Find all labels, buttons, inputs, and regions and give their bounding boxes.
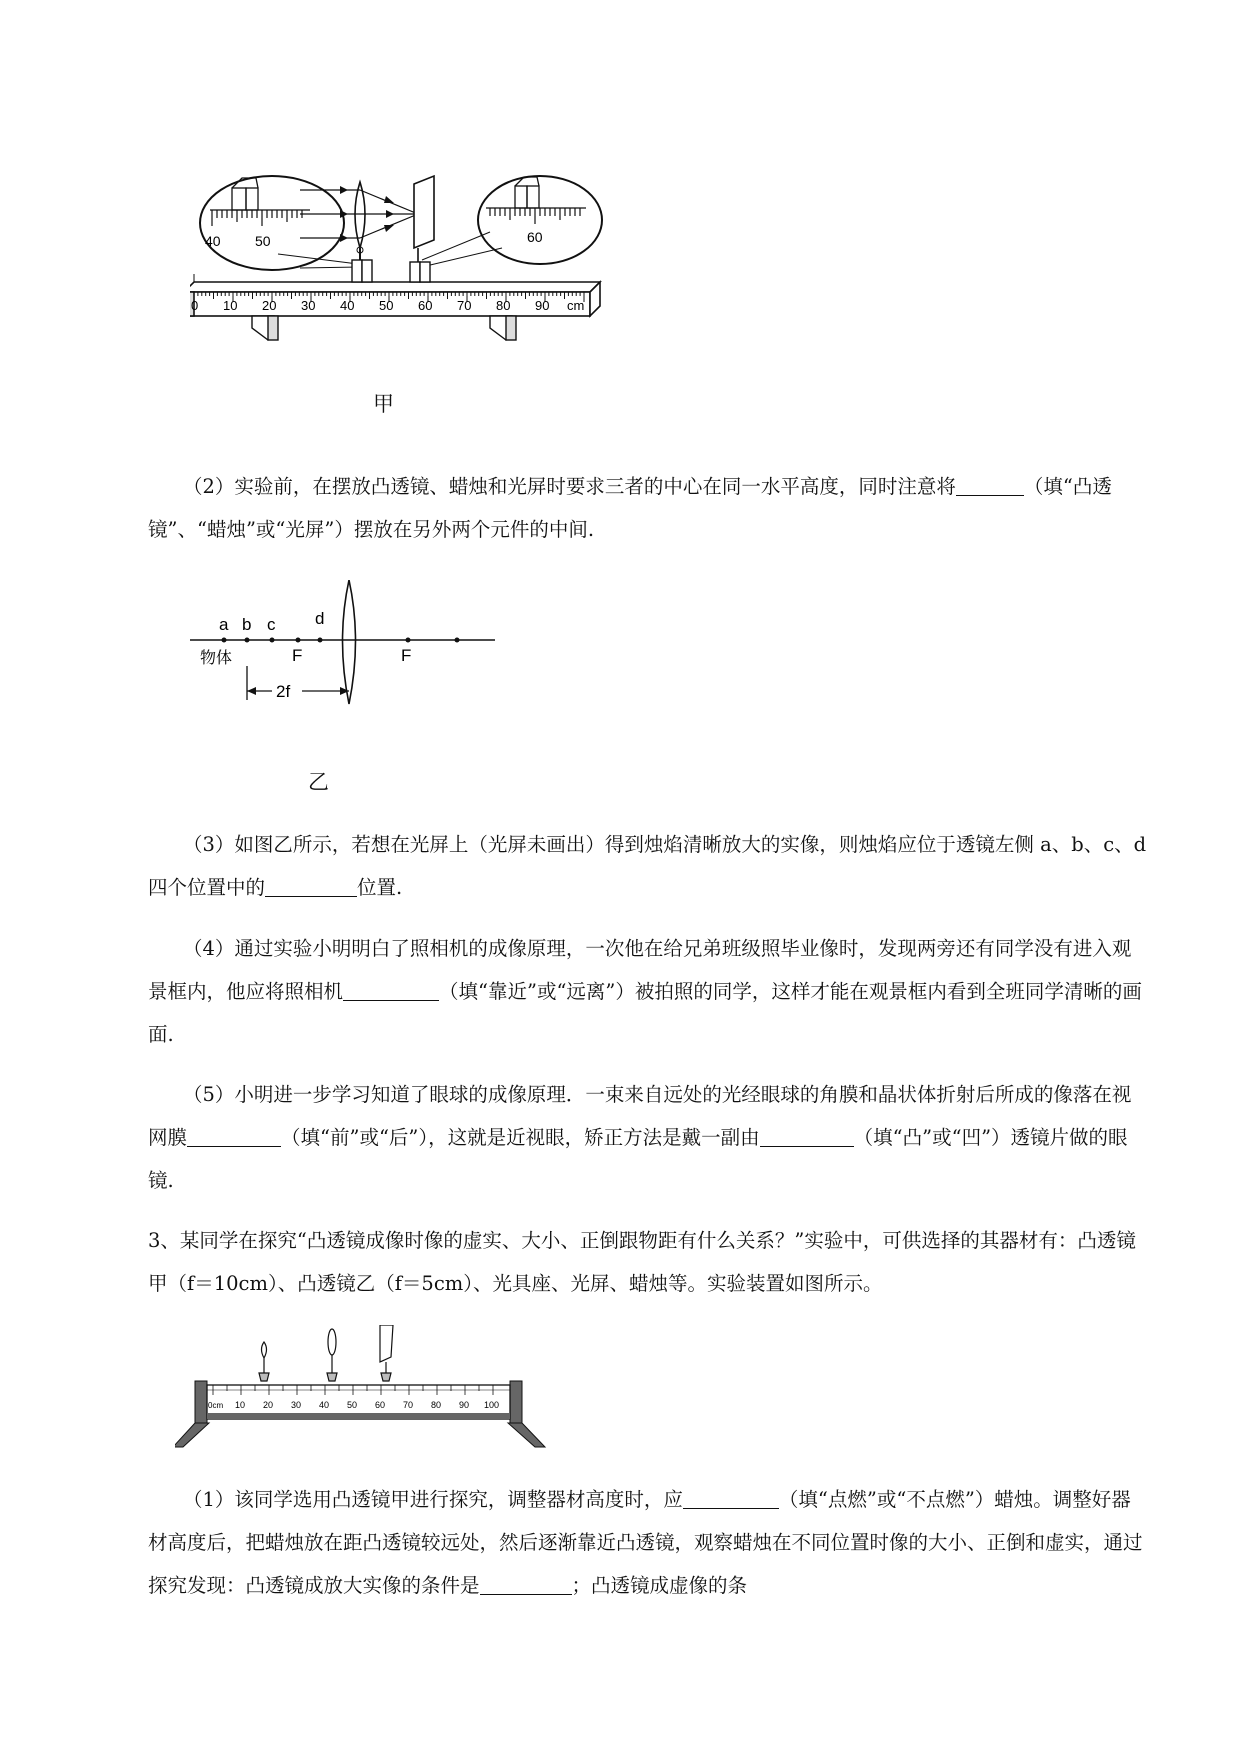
bench-leg-left bbox=[175, 1423, 209, 1447]
object-label: 物体 bbox=[200, 648, 233, 667]
point-label-c: c bbox=[267, 615, 276, 634]
question-text: （填“前”或“后”），这就是近视眼，矫正方法是戴一副由 bbox=[281, 1126, 760, 1149]
bench-label: 80 bbox=[431, 1400, 442, 1410]
light-rays bbox=[300, 190, 418, 238]
right-zoom-holder bbox=[515, 177, 539, 208]
bench-label: 0cm bbox=[208, 1401, 224, 1410]
question-3 bbox=[148, 1219, 1148, 1305]
question-text: （3）如图乙所示，若想在光屏上（光屏未画出）得到烛焰清晰放大的实像，则烛焰应位于透镜左侧 a、b、c、d 四个位置中的 bbox=[148, 833, 1147, 899]
focus-label-left: F bbox=[292, 646, 303, 665]
question-text: （填“点燃”或“不点燃”）蜡烛。调整好器材高度后，把蜡烛放在距凸透镜较远处，然后逐渐靠近凸透镜，观察蜡烛在不同位置时像的大小、正倒和虚实，通过探究发现：凸透镜成放大实像的条件是 bbox=[148, 1488, 1143, 1597]
figure-yi-caption: 乙 bbox=[308, 770, 329, 794]
figure-q3-optical-bench bbox=[175, 1325, 555, 1455]
light-screen bbox=[414, 176, 434, 262]
question-text: （填“凸透镜”、“蜡烛”或“光屏”）摆放在另外两个元件的中间. bbox=[148, 475, 1112, 541]
point-label-b: b bbox=[242, 615, 252, 634]
point-label-d: d bbox=[315, 609, 325, 628]
bench-label: 40 bbox=[319, 1400, 330, 1410]
question-text: （1）该同学选用凸透镜甲进行探究，调整器材高度时，应 bbox=[183, 1488, 683, 1511]
left-zoom-ruler bbox=[210, 210, 310, 226]
bench-leg-right bbox=[508, 1423, 545, 1447]
bench-label: 10 bbox=[235, 1400, 246, 1410]
bench-label: 0 bbox=[191, 298, 199, 313]
bench-label: 60 bbox=[375, 1400, 386, 1410]
bench-label: cm bbox=[567, 298, 585, 313]
left-zoom-label: 40 bbox=[205, 233, 221, 249]
bench-holders bbox=[352, 260, 430, 282]
bench-label: 30 bbox=[291, 1400, 302, 1410]
answer-blank[interactable] bbox=[265, 874, 357, 897]
question-3-1 bbox=[148, 1478, 1148, 1607]
focus-label-right: F bbox=[401, 646, 412, 665]
question-text: （4）通过实验小明明白了照相机的成像原理，一次他在给兄弟班级照毕业像时，发现两旁还有同学没有进入观景框内，他应将照相机 bbox=[148, 937, 1132, 1003]
figure-yi-lens-diagram bbox=[190, 580, 500, 730]
bench-label: 10 bbox=[223, 298, 238, 313]
bench-label: 90 bbox=[459, 1400, 470, 1410]
screen bbox=[380, 1325, 393, 1381]
candle bbox=[259, 1342, 269, 1381]
lens bbox=[327, 1329, 337, 1381]
question-text: （5）小明进一步学习知道了眼球的成像原理．一束来自远处的光经眼球的角膜和晶状体折射后所成的像落在视网膜 bbox=[148, 1083, 1132, 1149]
question-text: （填“靠近”或“远离”）被拍照的同学，这样才能在观景框内看到全班同学清晰的画面. bbox=[148, 980, 1142, 1046]
question-text: （2）实验前，在摆放凸透镜、蜡烛和光屏时要求三者的中心在同一水平高度，同时注意将 bbox=[183, 475, 956, 498]
bench-label: 90 bbox=[535, 298, 550, 313]
bench-label: 80 bbox=[496, 298, 511, 313]
bench-end-left bbox=[195, 1381, 207, 1423]
bench-label: 20 bbox=[262, 298, 277, 313]
bench-label: 70 bbox=[457, 298, 472, 313]
bench-label: 50 bbox=[347, 1400, 358, 1410]
distance-marker bbox=[247, 666, 349, 700]
bench-label: 50 bbox=[379, 298, 394, 313]
question-text: 位置. bbox=[357, 876, 403, 899]
bench-end-right bbox=[510, 1381, 522, 1423]
right-zoom-circle bbox=[478, 176, 602, 264]
question-2-4 bbox=[148, 927, 1148, 1056]
right-zoom-ruler bbox=[486, 208, 586, 224]
distance-label: 2f bbox=[276, 682, 291, 701]
point-label-a: a bbox=[219, 615, 229, 634]
answer-blank[interactable] bbox=[683, 1486, 779, 1509]
bench-label: 20 bbox=[263, 1400, 274, 1410]
bench-label: 30 bbox=[301, 298, 316, 313]
question-2-2 bbox=[148, 465, 1148, 551]
bench-legs bbox=[252, 316, 516, 340]
bench-label: 60 bbox=[418, 298, 433, 313]
answer-blank[interactable] bbox=[956, 473, 1024, 496]
answer-blank[interactable] bbox=[480, 1572, 572, 1595]
answer-blank[interactable] bbox=[760, 1124, 854, 1147]
answer-blank[interactable] bbox=[343, 978, 439, 1001]
convex-lens bbox=[343, 580, 356, 704]
question-text: （填“凸”或“凹”）透镜片做的眼镜. bbox=[148, 1126, 1128, 1192]
figure-jia-caption: 甲 bbox=[373, 392, 394, 416]
bench-label: 40 bbox=[340, 298, 355, 313]
bench-label: 70 bbox=[403, 1400, 414, 1410]
right-zoom-label: 60 bbox=[527, 229, 543, 245]
figure-jia-optical-bench bbox=[190, 170, 670, 380]
question-text: ；凸透镜成虚像的条 bbox=[571, 1574, 748, 1597]
bench-label: 100 bbox=[484, 1400, 500, 1410]
question-2-3 bbox=[148, 823, 1148, 909]
question-2-5 bbox=[148, 1073, 1148, 1202]
answer-blank[interactable] bbox=[187, 1124, 281, 1147]
question-text: 3、某同学在探究“凸透镜成像时像的虚实、大小、正倒跟物距有什么关系？”实验中，可供选择的其器材有：凸透镜甲（f＝10cm）、凸透镜乙（f＝5cm）、光具座、光屏、蜡烛等。实验装置如图所示。 bbox=[148, 1229, 1136, 1295]
left-zoom-label: 50 bbox=[255, 233, 271, 249]
